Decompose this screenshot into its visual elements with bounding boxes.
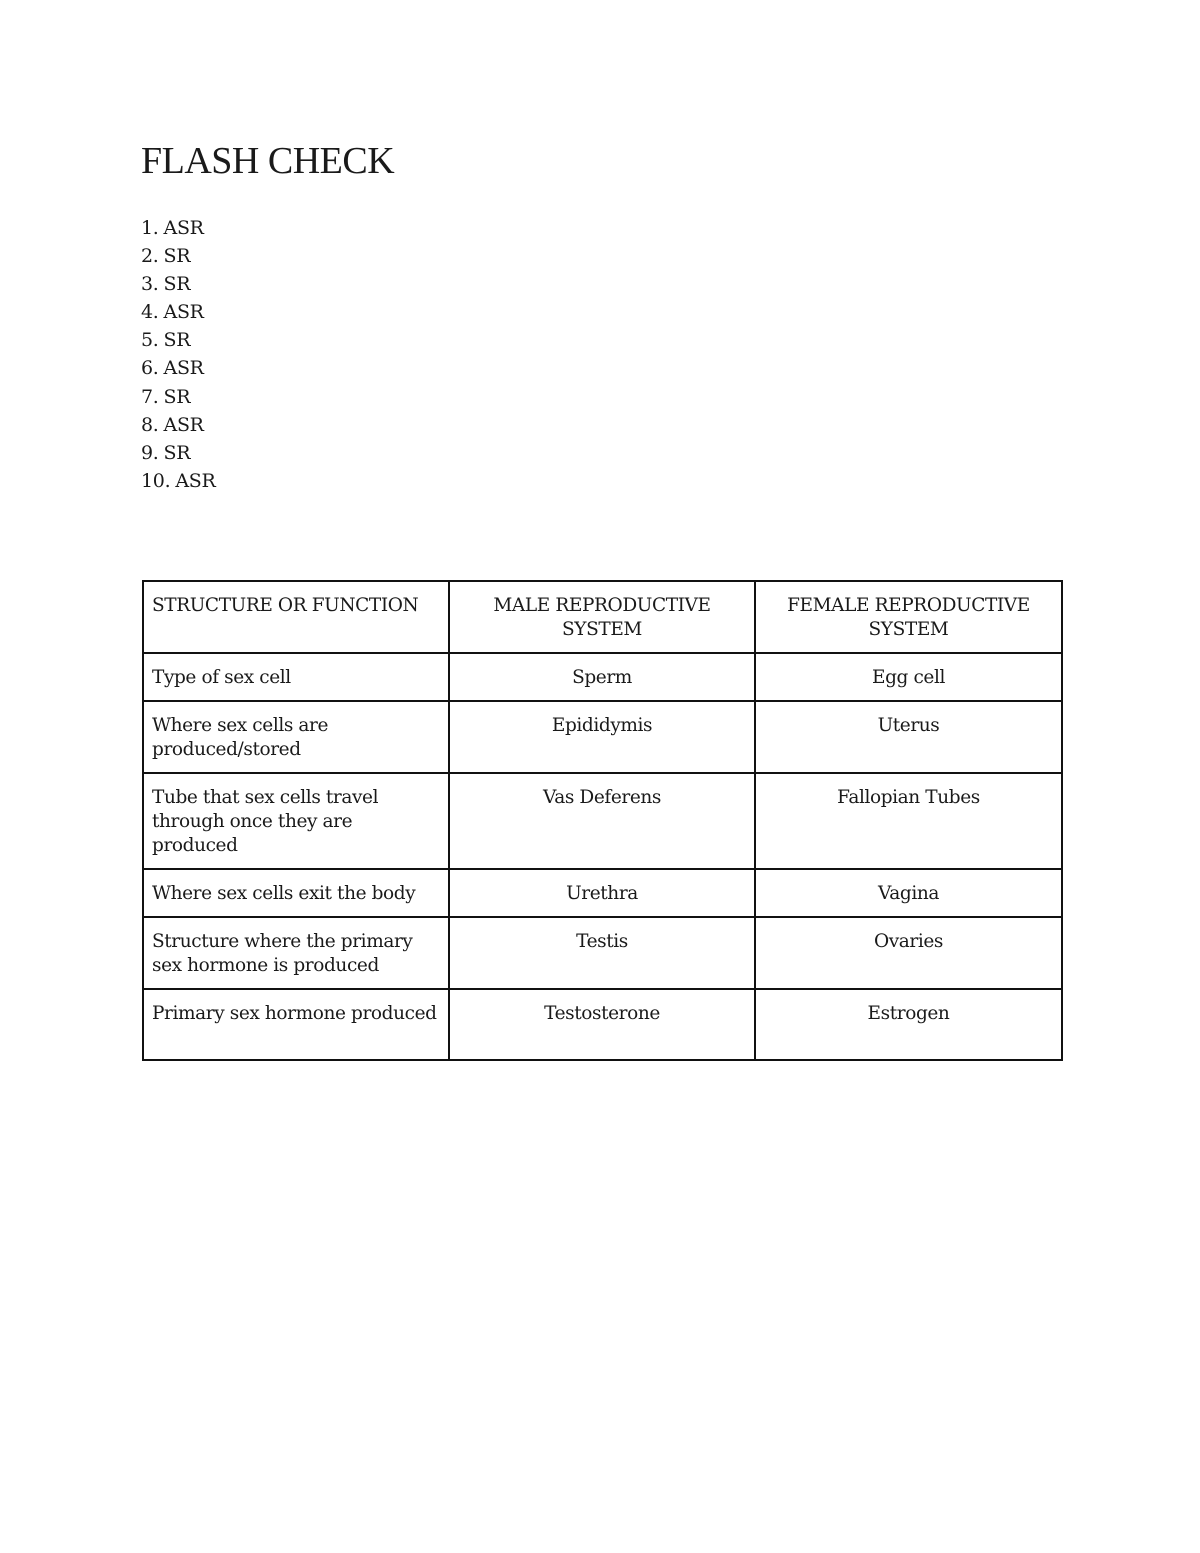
answer-value: SR (163, 245, 191, 268)
answer-value: ASR (163, 413, 204, 436)
row-label: Where sex cells exit the body (143, 869, 449, 917)
row-label: Where sex cells are produced/stored (143, 701, 449, 773)
male-cell: Epididymis (449, 701, 755, 773)
answer-value: ASR (163, 301, 204, 324)
answer-number: 4. (141, 301, 159, 324)
male-cell: Vas Deferens (449, 773, 755, 869)
list-item (141, 411, 215, 439)
row-label: Structure where the primary sex hormone is produced (143, 917, 449, 989)
male-cell: Sperm (449, 653, 755, 701)
female-cell: Egg cell (755, 653, 1062, 701)
answer-number: 5. (141, 329, 159, 352)
answer-value: SR (163, 329, 191, 352)
answer-list (141, 214, 215, 495)
female-cell: Estrogen (755, 989, 1062, 1060)
row-label: Tube that sex cells travel through once they are produced (143, 773, 449, 869)
answer-number: 7. (141, 385, 159, 408)
table-row (143, 701, 1062, 773)
list-item (141, 270, 215, 298)
answer-number: 6. (141, 357, 159, 380)
list-item (141, 354, 215, 382)
answer-number: 8. (141, 413, 159, 436)
answer-value: ASR (175, 469, 216, 492)
answer-value: SR (163, 441, 191, 464)
answer-value: SR (163, 385, 191, 408)
female-cell: Vagina (755, 869, 1062, 917)
table-row (143, 869, 1062, 917)
table-row (143, 989, 1062, 1060)
list-item (141, 383, 215, 411)
female-cell: Fallopian Tubes (755, 773, 1062, 869)
row-label: Type of sex cell (143, 653, 449, 701)
answer-number: 10. (141, 469, 171, 492)
header-structure-or-function: STRUCTURE OR FUNCTION (143, 581, 449, 653)
answer-number: 2. (141, 245, 159, 268)
list-item (141, 439, 215, 467)
male-cell: Urethra (449, 869, 755, 917)
answer-number: 9. (141, 441, 159, 464)
answer-value: ASR (163, 217, 204, 239)
female-cell: Uterus (755, 701, 1062, 773)
answer-value: SR (163, 273, 191, 296)
list-item (141, 298, 215, 326)
header-male-system: MALE REPRODUCTIVE SYSTEM (449, 581, 755, 653)
header-female-system: FEMALE REPRODUCTIVE SYSTEM (755, 581, 1062, 653)
male-cell: Testis (449, 917, 755, 989)
row-label: Primary sex hormone produced (143, 989, 449, 1060)
male-cell: Testosterone (449, 989, 755, 1060)
list-item (141, 214, 215, 242)
list-item (141, 326, 215, 354)
answer-number: 3. (141, 273, 159, 296)
reproductive-system-table (142, 580, 1063, 1061)
page-title: FLASH CHECK (141, 140, 395, 182)
table-row (143, 917, 1062, 989)
table-row (143, 773, 1062, 869)
answer-number: 1. (141, 217, 159, 239)
table-row (143, 653, 1062, 701)
table-header-row (143, 581, 1062, 653)
female-cell: Ovaries (755, 917, 1062, 989)
list-item (141, 242, 215, 270)
list-item (141, 467, 215, 495)
answer-value: ASR (163, 357, 204, 380)
